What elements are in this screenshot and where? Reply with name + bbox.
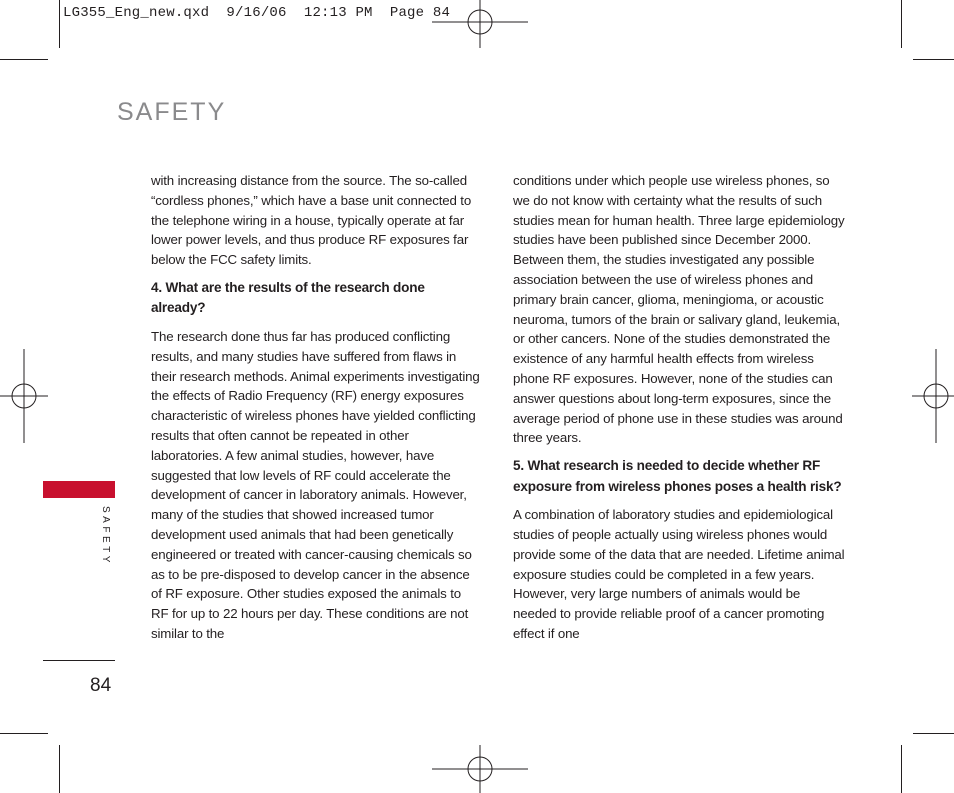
crop-mark-bottom-left-vertical — [59, 745, 60, 793]
registration-mark-bottom — [432, 745, 528, 793]
side-tab-label: SAFETY — [100, 506, 111, 566]
crop-mark-top-right-vertical — [901, 0, 902, 48]
question-4-heading: 4. What are the results of the research done already? — [151, 279, 425, 316]
registration-mark-right — [912, 349, 954, 443]
right-paragraph-2: A combination of laboratory studies and epidemiological studies of people actually using wireless phones would provide some of the data that are needed. Lifetime animal exposure studies could be completed in a few years. However, very large numbers of animals would be needed to provide reliable proof of a cancer promoting effect if one — [513, 507, 845, 641]
crop-mark-bottom-left-horizontal — [0, 733, 48, 734]
section-title: SAFETY — [117, 98, 227, 126]
question-5-heading: 5. What research is needed to decide whether RF exposure from wireless phones poses a health risk? — [513, 458, 842, 494]
page-number: 84 — [90, 675, 112, 696]
registration-mark-top — [432, 0, 528, 48]
crop-mark-top-right-horizontal — [913, 59, 954, 60]
left-column — [151, 171, 481, 652]
right-paragraph-1: conditions under which people use wireless phones, so we do not know with certainty what the results of such studies mean for human health. Three large epidemiology studies have been published since December 2000. Between them, the studies investigated any possible association between the use of wireless phones and primary brain cancer, glioma, meningioma, or acoustic neuroma, tumors of the brain or salivary gland, leukemia, or other cancers. None of the studies demonstrated the existence of any harmful health effects from wireless phone RF exposures. However, none of the studies can answer questions about long-term exposures, since the average period of phone use in these studies was around three years. — [513, 173, 845, 446]
print-slug: LG355_Eng_new.qxd 9/16/06 12:13 PM Page 84 — [63, 5, 451, 21]
crop-mark-bottom-right-vertical — [901, 745, 902, 793]
left-paragraph-1: with increasing distance from the source. The so-called “cordless phones,” which have a base unit connected to the telephone wiring in a house, typically operate at far lower power levels, and thus produce RF exposures far below the FCC safety limits. — [151, 173, 472, 268]
right-column — [513, 171, 845, 652]
crop-mark-bottom-right-horizontal — [913, 733, 954, 734]
crop-mark-top-left-horizontal — [0, 59, 48, 60]
left-paragraph-2: The research done thus far has produced conflicting results, and many studies have suffered from flaws in their research methods. Animal experiments investigating the effects of Radio Frequency (RF) energy exposures characteristic of wireless phones have yielded conflicting results that often cannot be repeated in other laboratories. A few animal studies, however, have suggested that low levels of RF could accelerate the development of cancer in laboratory animals. However, many of the studies that showed increased tumor development used animals that had been genetically engineered or treated with cancer-causing chemicals so as to be pre-disposed to develop cancer in the absence of RF exposure. Other studies exposed the animals to RF for up to 22 hours per day. These conditions are not similar to the — [151, 328, 480, 641]
crop-mark-top-left-vertical — [59, 0, 60, 48]
footer-divider — [43, 660, 115, 661]
registration-mark-left — [0, 349, 48, 443]
section-tab-marker — [43, 481, 115, 498]
